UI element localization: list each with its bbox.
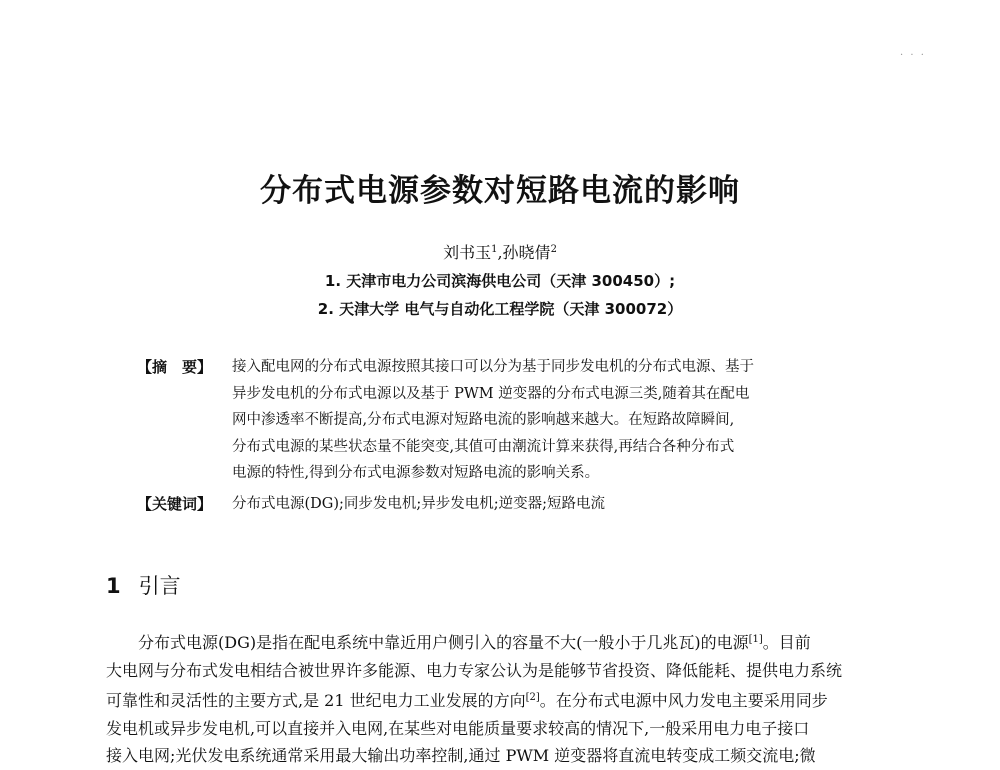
abstract-line: 网中渗透率不断提高,分布式电源对短路电流的影响越来越大。在短路故障瞬间, <box>232 412 735 428</box>
abstract-label: 【摘 要】 <box>137 358 213 376</box>
affiliation-1: 1. 天津市电力公司滨海供电公司（天津 300450）; <box>324 272 676 290</box>
author-1-mark: 1 <box>491 244 498 255</box>
intro-paragraph <box>106 626 898 770</box>
paragraph-line <box>106 626 898 657</box>
citation-ref: [2] <box>525 692 540 703</box>
paragraph-line: 大电网与分布式发电相结合被世界许多能源、电力专家公认为是能够节省投资、降低能耗、提供电力系统 <box>106 660 843 680</box>
text-run: 可靠性和灵活性的主要方式,是 21 世纪电力工业发展的方向 <box>106 691 526 710</box>
author-2-mark: 2 <box>550 244 557 255</box>
abstract-body <box>232 354 860 487</box>
author-separator: , <box>497 243 503 262</box>
section-heading <box>106 570 181 600</box>
text-run: 。在分布式电源中风力发电主要采用同步 <box>539 691 828 710</box>
abstract-line: 异步发电机的分布式电源以及基于 PWM 逆变器的分布式电源三类,随着其在配电 <box>232 385 750 402</box>
paragraph-line <box>106 684 898 715</box>
author-line <box>0 240 1000 263</box>
abstract-line: 接入配电网的分布式电源按照其接口可以分为基于同步发电机的分布式电源、基于 <box>232 359 754 375</box>
author-1: 刘书玉 <box>443 243 492 262</box>
paragraph-line: 发电机或异步发电机,可以直接并入电网,在某些对电能质量要求较高的情况下,一般采用电力电子接口 <box>106 718 810 738</box>
text-run: 分布式电源(DG)是指在配电系统中靠近用户侧引入的容量不大(一般小于几兆瓦)的电源 <box>138 633 749 652</box>
abstract-line: 分布式电源的某些状态量不能突变,其值可由潮流计算来获得,再结合各种分布式 <box>232 438 735 455</box>
section-number: 1 <box>106 574 121 598</box>
text-run: 。目前 <box>762 633 811 652</box>
corner-dots: · · · <box>900 50 926 61</box>
keywords-label: 【关键词】 <box>137 495 213 513</box>
author-2: 孙晓倩 <box>502 243 551 262</box>
affiliation-2: 2. 天津大学 电气与自动化工程学院（天津 300072） <box>317 300 683 318</box>
citation-ref: [1] <box>748 634 763 645</box>
abstract-line: 电源的特性,得到分布式电源参数对短路电流的影响关系。 <box>232 465 600 481</box>
paragraph-line: 接入电网;光伏发电系统通常采用最大输出功率控制,通过 PWM 逆变器将直流电转变成工频交流电;微 <box>106 746 816 765</box>
section-title: 引言 <box>138 574 181 598</box>
keywords-text: 分布式电源(DG);同步发电机;异步发电机;逆变器;短路电流 <box>232 496 606 512</box>
paper-title: 分布式电源参数对短路电流的影响 <box>260 173 740 209</box>
